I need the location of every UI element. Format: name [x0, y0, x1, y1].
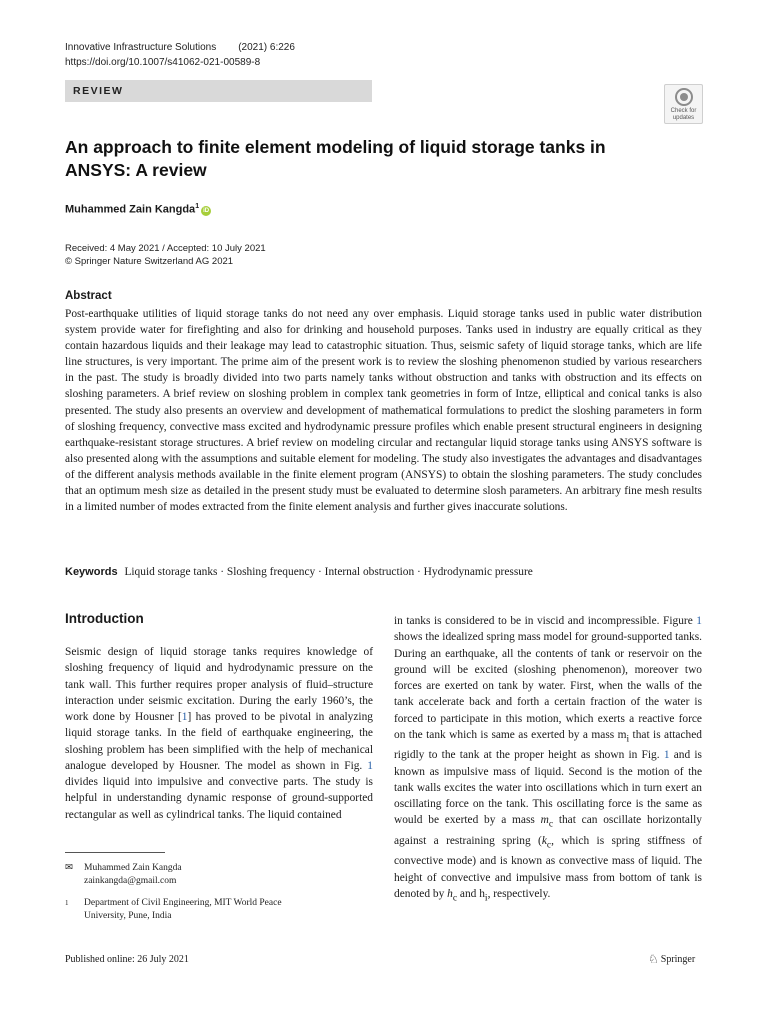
check-updates-label: Check for updates [670, 108, 697, 121]
footnote-email[interactable]: zainkangda@gmail.com [84, 876, 177, 886]
math-symbol: m [540, 814, 549, 827]
author-name[interactable]: Muhammed Zain Kangda [65, 203, 196, 216]
corresponding-author [65, 862, 282, 888]
figure-link[interactable]: 1 [663, 749, 670, 762]
intro-left-column [65, 644, 373, 823]
footnote-author-name: Muhammed Zain Kangda [84, 863, 182, 873]
author-line [65, 203, 211, 216]
text-run: in tanks is considered to be in viscid and incompressible. Figure [394, 615, 697, 627]
subscript: c [548, 819, 554, 830]
springer-logo [648, 952, 695, 967]
introduction-heading: Introduction [65, 611, 144, 626]
journal-info [65, 40, 295, 70]
envelope-icon: ✉ [65, 863, 73, 873]
author-affiliation-mark: 1 [195, 203, 200, 210]
subscript: i [484, 893, 488, 904]
keywords [65, 566, 705, 578]
received-accepted-dates: Received: 4 May 2021 / Accepted: 10 July 2021 [65, 243, 266, 254]
affiliation-line: Department of Civil Engineering, MIT World Peace [84, 898, 282, 908]
math-symbol: h [447, 887, 453, 900]
copyright-line: © Springer Nature Switzerland AG 2021 [65, 256, 234, 267]
subscript: c [546, 840, 552, 851]
text-run: and h [457, 887, 485, 900]
text-run: and is known as impulsive mass of liquid. Second is the motion of the tank walls excites the water into oscillations which in turn exert an oscillating force on the tank. This oscillating force is the same as would be exerted by a mass [394, 749, 702, 827]
citation-link[interactable]: 1 [181, 711, 188, 723]
subscript: i [626, 734, 630, 745]
footnote-divider [65, 852, 165, 853]
footnote [65, 862, 282, 923]
affiliation-line: University, Pune, India [84, 911, 172, 921]
text-run: that is attached rigidly to the tank at the proper height as shown in Fig. [394, 728, 702, 762]
text-run: divides liquid into impulsive and convective parts. The study is helpful in understanding dynamic response of ground-supported rectangular as well as cylindrical tanks. The liquid contained [65, 776, 373, 821]
paper-title: An approach to finite element modeling of liquid storage tanks in ANSYS: A review [65, 137, 606, 180]
article-type-band: REVIEW [65, 80, 372, 102]
affiliation [65, 897, 282, 923]
journal-volume: (2021) 6:226 [238, 42, 295, 53]
text-run: that can oscillate horizontally against a restraining spring ( [394, 814, 702, 847]
subscript: c [452, 893, 458, 904]
keywords-label: Keywords [65, 566, 118, 578]
orcid-icon[interactable]: iD [203, 207, 210, 214]
article-dates [65, 242, 266, 268]
text-run: , which is spring stiffness of convective mode) and is known as convective mass of liquid. The height of convective and impulsive mass from bottom of tank is denoted by [394, 834, 702, 900]
update-check-icon [675, 88, 693, 106]
intro-right-column [394, 613, 702, 906]
abstract-body: Post-earthquake utilities of liquid storage tanks do not need any over emphasis. Liquid storage tanks used in public water distribution system provide water for firefighting and also for drinking and household purposes. Tanks used in industry are equally critical as they contain hazardous liquids and their leakage may lead to catastrophic situation. Thus, seismic safety of liquid storage tanks, which are life line structures, is very important. The prime aim of the present work is to review the sloshing phenomenon studied by various researchers in the past. The study is broadly divided into two parts namely tanks without obstruction and tanks with obstruction and its effects on sloshing parameters. A brief review on sloshing problem in complex tank geometries in form of Intze, elliptical and conical tanks is also presented. The study also presents an overview and development of mathematical formulations to predict the sloshing parameters in form of sloshing frequency, convective mass excited and hydrodynamic pressure profiles which enable present structural engineers in designing earthquake-resistant storage structures. A brief review on modeling circular and rectangular liquid storage tanks using ANSYS software is also presented along with the assumptions and suitable element for modeling. The study also investigates the advantages and disadvantages of the different analysis methods available in the finite element program (ANSYS) to obtain the sloshing parameters. The study concludes that an optimum mesh size as detailed in the present study must be evaluated to determine slosh parameters. An arbitrary fine mesh results in a limited number of modes extracted from the finite element analysis and further gives inaccurate solutions. [65, 308, 702, 514]
journal-name: Innovative Infrastructure Solutions [65, 42, 217, 53]
check-for-updates-badge[interactable] [664, 84, 703, 124]
affiliation-number: 1 [65, 899, 69, 907]
keywords-list: Liquid storage tanks · Sloshing frequency · Internal obstruction · Hydrodynamic pressure [124, 566, 533, 578]
text-run: Seismic design of liquid storage tanks requires knowledge of sloshing frequency of liquid and hydrodynamic pressure on the tank wall. This further requires proper analysis of fluid–structure interaction under seismic excitation. During the early 1960’s, the work done by Housner [ [65, 646, 373, 723]
published-date: Published online: 26 July 2021 [65, 954, 189, 965]
abstract-heading: Abstract [65, 290, 112, 302]
math-symbol: k [541, 834, 547, 847]
text-run: ] has proved to be pivotal in analyzing liquid storage tanks. In the field of earthquake engineering, the sloshing problem has been simplified with the help of mechanical analogue developed by Housner. The model as shown in Fig. [65, 711, 373, 772]
publisher-name: Springer [660, 954, 696, 965]
figure-link[interactable]: 1 [696, 615, 702, 627]
doi-link[interactable]: https://doi.org/10.1007/s41062-021-00589-8 [65, 57, 261, 68]
text-run: shows the idealized spring mass model for ground-supported tanks. During an earthquake, all the contents of tank or reservoir on the ground will be excited (sloshing phenomenon), moreover two forces are exerted on tank by water. First, when the walls of the tank accelerate back and forth a certain fraction of the water is forced to participate in this motion, which exerts a reactive force on the tank which is same as exerted by a mass m [394, 631, 702, 741]
springer-horse-icon: ♘ [648, 952, 659, 966]
figure-link[interactable]: 1 [367, 759, 373, 772]
text-run: , respectively. [487, 887, 551, 900]
